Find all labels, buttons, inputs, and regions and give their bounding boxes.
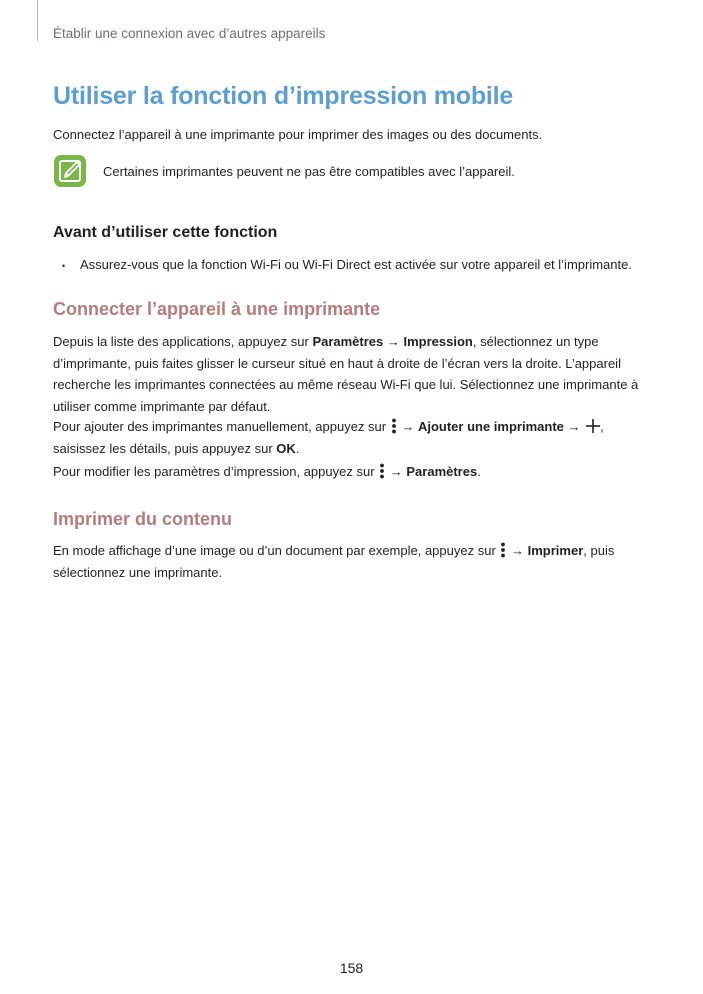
page-number: 158	[339, 960, 364, 976]
connect-paragraph-2	[53, 416, 653, 459]
print-heading: Imprimer du contenu	[53, 509, 233, 529]
text-span: , puis	[583, 543, 615, 558]
text-span: sélectionnez une imprimante.	[53, 564, 223, 580]
menu-path-add-printer: Ajouter une imprimante	[417, 419, 564, 434]
connect-paragraph-1	[53, 331, 653, 417]
list-item	[62, 257, 632, 272]
arrow: →	[507, 543, 528, 558]
ok-label: OK	[276, 440, 296, 456]
menu-path-settings: Paramètres	[312, 334, 384, 349]
menu-path-settings: Paramètres	[406, 464, 478, 479]
more-options-icon	[390, 418, 398, 434]
text-span: .	[477, 464, 481, 479]
text-span: ,	[600, 419, 604, 434]
text-span: Pour ajouter des imprimantes manuellement, appuyez sur	[53, 419, 390, 434]
intro-paragraph: Connectez l’appareil à une imprimante pour imprimer des images ou des documents.	[53, 127, 543, 142]
note	[53, 154, 515, 188]
text-span: En mode affichage d’une image ou d’un document par exemple, appuyez sur	[53, 543, 500, 558]
before-heading: Avant d’utiliser cette fonction	[53, 224, 278, 241]
print-paragraph	[53, 540, 653, 583]
bullet-dot: •	[62, 260, 66, 271]
text-span: .	[295, 440, 300, 456]
note-text: Certaines imprimantes peuvent ne pas être compatibles avec l’appareil.	[103, 163, 515, 179]
page-title: Utiliser la fonction d’impression mobile	[53, 82, 514, 110]
connect-heading: Connecter l’appareil à une imprimante	[53, 299, 381, 319]
arrow: →	[386, 464, 407, 479]
plus-icon	[586, 418, 600, 432]
text-span: Pour modifier les paramètres d’impression, appuyez sur	[53, 464, 379, 479]
arrow: →	[383, 334, 404, 349]
more-options-icon	[378, 463, 386, 479]
margin-rule	[37, 0, 38, 41]
text-span: Depuis la liste des applications, appuyez sur	[53, 334, 313, 349]
note-pencil-icon	[53, 154, 87, 188]
arrow: →	[563, 419, 585, 434]
text-span: saisissez les détails, puis appuyez sur	[53, 440, 277, 456]
arrow: →	[397, 419, 418, 434]
menu-path-print: Imprimer	[527, 543, 584, 558]
text-span: , sélectionnez un type d’imprimante, puis faites glisser le curseur situé en haut à droite de l’écran vers la droite. L’appareil recherche les imprimantes connectées au même réseau Wi-Fi que lui. Sélectionnez une imprimante à utiliser comme imprimante par défaut.	[53, 334, 639, 414]
menu-path-printing: Impression	[403, 334, 473, 349]
breadcrumb: Établir une connexion avec d’autres appareils	[53, 26, 326, 41]
connect-paragraph-3	[53, 461, 653, 483]
list-item-text: Assurez-vous que la fonction Wi-Fi ou Wi-Fi Direct est activée sur votre appareil et l’imprimante.	[80, 257, 632, 272]
